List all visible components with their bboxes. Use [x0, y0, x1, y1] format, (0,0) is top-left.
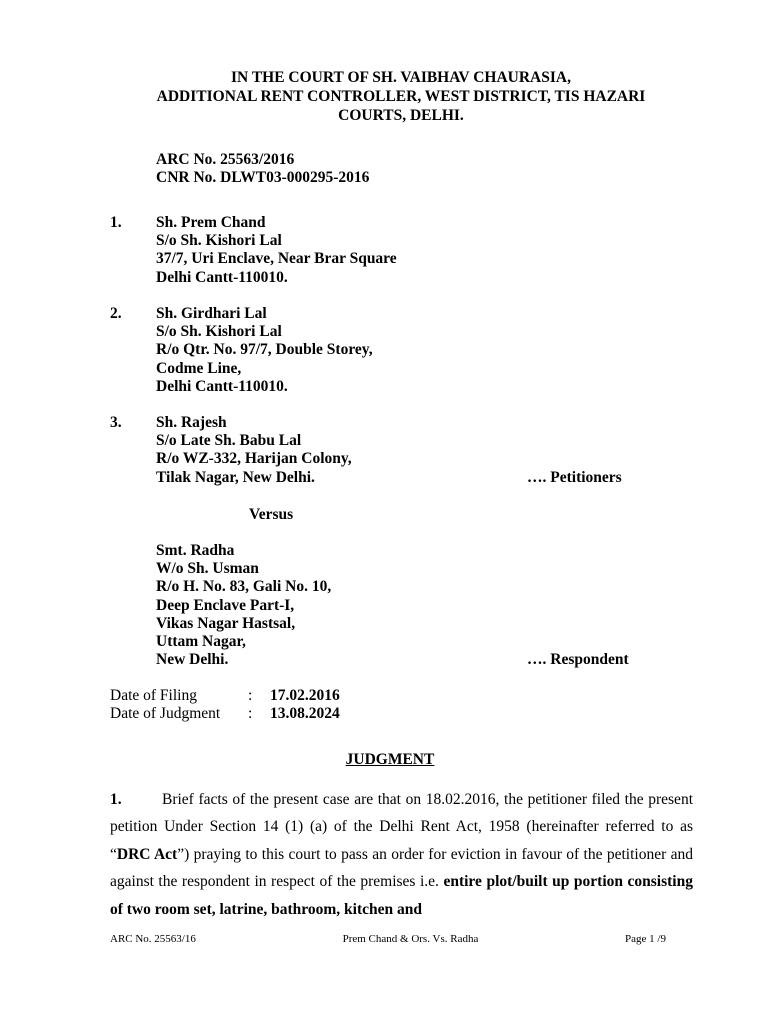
petitioner-3	[156, 414, 352, 487]
filing-date-label: Date of Filing	[110, 687, 197, 704]
court-title-line3: COURTS, DELHI.	[338, 107, 464, 124]
respondent-role: …. Respondent	[527, 651, 629, 668]
petitioner-line: S/o Sh. Kishori Lal	[156, 232, 282, 250]
versus-label: Versus	[249, 506, 294, 523]
paragraph-text: ”) praying to this court to pass an order for eviction in favour of the petitioner and against the respondent in respect of the premises i.e.	[110, 845, 693, 891]
petitioner-2-number: 2.	[110, 305, 122, 322]
court-title	[110, 68, 692, 125]
respondent-line: R/o H. No. 83, Gali No. 10,	[156, 578, 332, 596]
judgment-date-row	[110, 705, 340, 723]
page-footer	[110, 933, 666, 945]
paragraph-bold-premises: entire plot/built up portion consisting of two room set, latrine, bathroom, kitchen and	[110, 873, 693, 918]
footer-case-title: Prem Chand & Ors. Vs. Radha	[342, 933, 479, 945]
petitioner-line: Sh. Prem Chand	[156, 214, 266, 231]
petitioner-1	[156, 214, 397, 287]
petitioner-line: Codme Line,	[156, 359, 242, 377]
petitioner-line: S/o Late Sh. Babu Lal	[156, 432, 302, 450]
petitioner-line: R/o Qtr. No. 97/7, Double Storey,	[156, 341, 373, 359]
petitioner-line: 37/7, Uri Enclave, Near Brar Square	[156, 250, 397, 268]
petitioner-line: S/o Sh. Kishori Lal	[156, 323, 282, 341]
paragraph-number: 1.	[110, 791, 122, 808]
court-title-line1: IN THE COURT OF SH. VAIBHAV CHAURASIA,	[231, 69, 571, 86]
petitioner-line: Delhi Cantt-110010.	[156, 377, 288, 395]
date-separator: :	[248, 705, 253, 723]
cnr-number: CNR No. DLWT03-000295-2016	[156, 169, 370, 187]
court-title-line2: ADDITIONAL RENT CONTROLLER, WEST DISTRICT, TIS HAZARI	[156, 88, 646, 105]
respondent	[156, 542, 331, 669]
petitioner-line: Sh. Girdhari Lal	[156, 305, 267, 322]
judgment-date-value: 13.08.2024	[270, 705, 340, 723]
judgment-heading: JUDGMENT	[345, 751, 435, 768]
filing-date-row	[110, 687, 340, 705]
respondent-line: Smt. Radha	[156, 542, 235, 559]
paragraph-bold-term: DRC Act	[116, 845, 178, 863]
petitioner-line: Delhi Cantt-110010.	[156, 268, 288, 286]
petitioner-3-number: 3.	[110, 414, 122, 431]
petitioner-line: R/o WZ-332, Harijan Colony,	[156, 450, 352, 468]
respondent-line: W/o Sh. Usman	[156, 560, 259, 578]
arc-number: ARC No. 25563/2016	[156, 151, 295, 168]
paragraph-text: Brief facts of the present case are that on 18.02.2016, the petitioner filed the present petition Under Section 14 (1) (a) of the Delhi Rent Act, 1958 (hereinafter referred to as “	[110, 791, 693, 863]
respondent-line: New Delhi.	[156, 651, 229, 669]
date-separator: :	[248, 687, 253, 704]
judgment-date-label: Date of Judgment	[110, 705, 221, 723]
paragraph-1	[110, 786, 693, 923]
respondent-line: Vikas Nagar Hastsal,	[156, 614, 296, 632]
petitioner-1-number: 1.	[110, 214, 122, 231]
footer-page-number: Page 1 /9	[625, 933, 666, 945]
footer-case-number: ARC No. 25563/16	[110, 933, 196, 945]
case-numbers	[156, 151, 369, 187]
petitioner-line: Sh. Rajesh	[156, 414, 227, 431]
petitioners-role: …. Petitioners	[527, 469, 622, 486]
petitioner-2	[156, 305, 373, 396]
dates-block	[110, 687, 340, 723]
respondent-line: Deep Enclave Part-I,	[156, 596, 295, 614]
filing-date-value: 17.02.2016	[270, 687, 340, 704]
petitioner-line: Tilak Nagar, New Delhi.	[156, 468, 315, 486]
respondent-line: Uttam Nagar,	[156, 633, 246, 651]
